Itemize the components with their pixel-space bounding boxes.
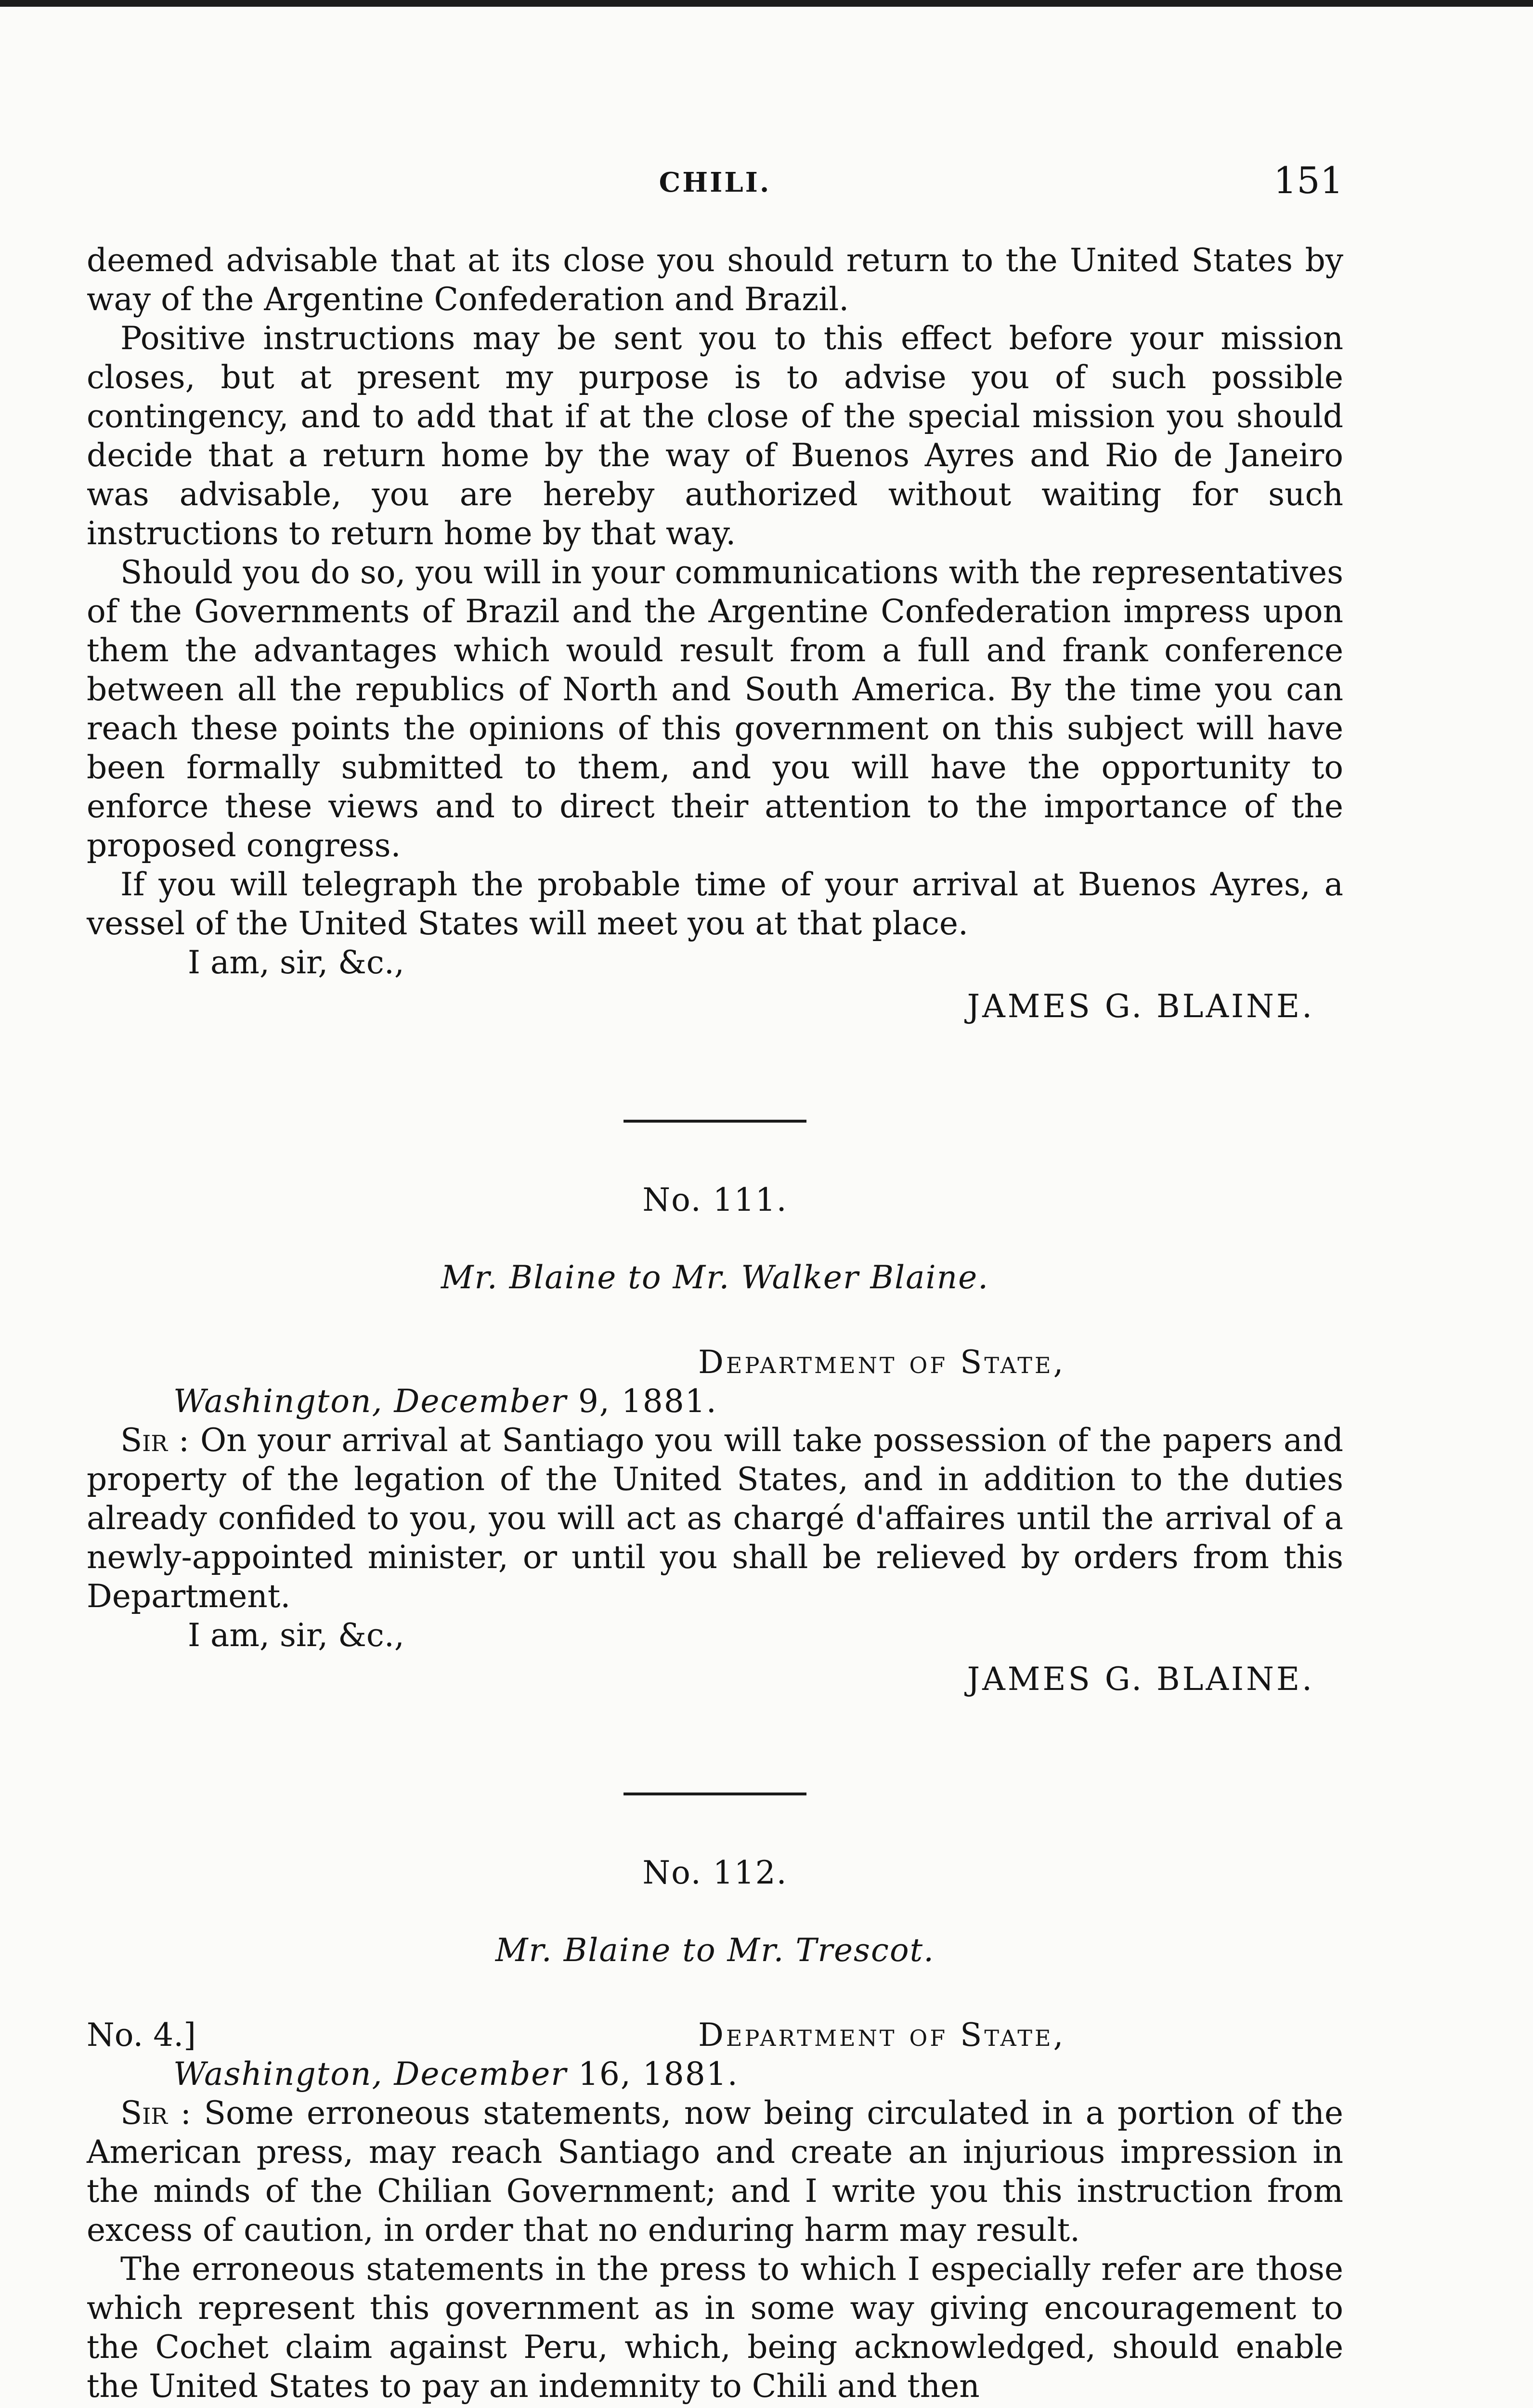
running-head: CHILI. xyxy=(659,167,771,198)
dateline-date: 9, 1881. xyxy=(578,1383,717,1420)
page-number: 151 xyxy=(1273,159,1343,202)
document-number: No. 111. xyxy=(642,1181,788,1218)
dispatch-reference: No. 4.] xyxy=(87,2016,196,2054)
page-header xyxy=(87,159,1343,207)
dateline-row xyxy=(87,2015,1343,2055)
section-divider xyxy=(624,1793,806,1795)
salutation: Sir : xyxy=(120,2094,191,2132)
paragraph: If you will telegraph the probable time of your arrival at Buenos Ayres, a vessel of the United States will meet you at that place. xyxy=(87,866,1343,942)
dateline-place xyxy=(173,2055,1343,2094)
page-body xyxy=(87,241,1343,2406)
salutation: Sir : xyxy=(120,1422,190,1459)
dateline-city: Washington, December xyxy=(173,1383,567,1420)
paragraph: The erroneous statements in the press to which I especially refer are those which represent this government as in some way giving encouragement to the Cochet claim against Peru, which, being acknowledged, should enable the United States to pay an indemnity to Chili and then xyxy=(87,2251,1343,2405)
section-divider xyxy=(624,1120,806,1123)
dateline-place xyxy=(173,1382,1343,1421)
top-border xyxy=(0,0,1533,7)
dateline-department: Department of State, xyxy=(698,1344,1066,1381)
dateline-department: Department of State, xyxy=(698,2016,1066,2054)
paragraph: deemed advisable that at its close you should return to the United States by way of the Argentine Confederation and Brazil. xyxy=(87,242,1343,318)
paragraph: Positive instructions may be sent you to this effect before your mission closes, but at present my purpose is to advise you of such possible contingency, and to add that if at the close of the special mission you should decide that a return home by the way of Buenos Ayres and Rio de Janeiro was advisable, you are hereby authorized without waiting for such instructions to return home by that way. xyxy=(87,320,1343,552)
document-title: Mr. Blaine to Mr. Walker Blaine. xyxy=(441,1259,989,1296)
letter-body xyxy=(87,1421,1343,1616)
document-number: No. 112. xyxy=(642,1854,788,1891)
closing-line: I am, sir, &c., xyxy=(188,1617,404,1654)
dateline-date: 16, 1881. xyxy=(578,2055,739,2093)
dateline-city: Washington, December xyxy=(173,2055,567,2093)
letter-body xyxy=(87,2094,1343,2250)
paragraph: Should you do so, you will in your communications with the representatives of the Governments of Brazil and the Argentine Confederation impress upon them the advantages which would result from a full and frank conference between all the republics of North and South America. By the time you can reach these points the opinions of this government on this subject will have been formally submitted to them, and you will have the opportunity to enforce these views and to direct their attention to the importance of the proposed congress. xyxy=(87,554,1343,864)
document-title: Mr. Blaine to Mr. Trescot. xyxy=(495,1932,935,1969)
closing-line: I am, sir, &c., xyxy=(188,944,404,981)
letter-text: Some erroneous statements, now being circulated in a portion of the American press, may reach Santiago and create an injurious impression in the minds of the Chilian Government; and I write you this instruction from excess of caution, in order that no enduring harm may result. xyxy=(87,2094,1343,2249)
signature: JAMES G. BLAINE. xyxy=(967,1661,1314,1698)
letter-text: On your arrival at Santiago you will take possession of the papers and property of the legation of the United States, and in addition to the duties already confided to you, you will act as chargé d'affaires until the arrival of a newly-appointed minister, or until you shall be relieved by orders from this Department. xyxy=(87,1422,1343,1615)
signature: JAMES G. BLAINE. xyxy=(967,988,1314,1025)
